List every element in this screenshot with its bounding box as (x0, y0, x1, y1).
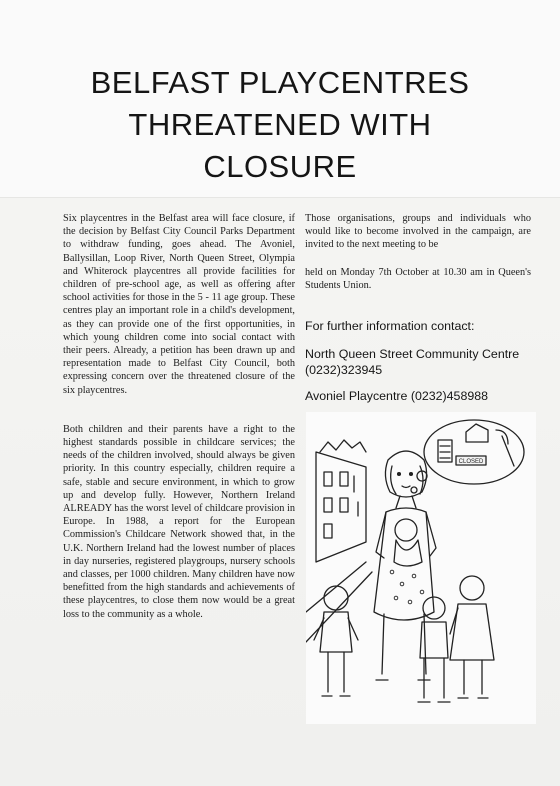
contact-heading: For further information contact: (305, 319, 475, 333)
line-drawing (306, 412, 536, 724)
intro-paragraph: Six playcentres in the Belfast area will face closure, if the decision by Belfast City Council Parks Department to withdraw funding, goes ahead. The Avoniel, Ballysillan, Loop River, North Queen Street, Olympia and Whiterock playcentres all provide facilities for children of pre-school age, as well as offering after school activities for those in the 5 - 11 age group. These centres play an important role in a child's development, as they can provide one of the first opportunities, in which young children come into social contact with their peers. Already, a petition has been drawn up and representation made to Belfast City Council, both expressing concern over the threatened closure of the six playcentres. (63, 213, 295, 396)
child-right-drawing (450, 576, 494, 698)
child-middle-drawing (418, 597, 450, 702)
contact-north-queen-street: North Queen Street Community Centre (0232)323945 (305, 347, 520, 377)
title-band (0, 0, 560, 198)
child-left-drawing (314, 586, 358, 696)
contact-avoniel: Avoniel Playcentre (0232)458988 (305, 389, 489, 403)
rights-paragraph: Both children and their parents have a right to the highest standards possible in childcare services; the needs of the children involved, should always be given priority. In this country especially, children require a safe, stable and secure environment, in which to grow up and develop fully. However, Northern Ireland ALREADY has the worst level of childcare provision in Europe. In 1988, a report for the European Commission's Childcare Network showed that, in the U.K. Northern Ireland had the lowest number of places in day nurseries, registered playgroups, nursery schools and classes, per 1000 children. Many children have now benefitted from the high standards and achievements of these playcentres, to close them now would be a great loss to the community as a whole. (63, 423, 295, 620)
family-illustration (306, 412, 536, 724)
title-line-1: BELFAST PLAYCENTRES (90, 65, 470, 100)
meeting-details-paragraph: held on Monday 7th October at 10.30 am in Queen's Students Union. (305, 266, 531, 291)
meeting-invite-paragraph: Those organisations, groups and individuals who would like to become involved in the campaign, are invited to the next meeting to be (305, 213, 531, 251)
left-column (63, 212, 295, 621)
closed-sign: CLOSED (458, 459, 484, 465)
title-line-2: THREATENED WITH (128, 107, 432, 142)
page-title (60, 62, 500, 188)
title-line-3: CLOSURE (203, 149, 357, 184)
baby-drawing (394, 519, 422, 566)
thought-bubble-drawing (411, 420, 524, 493)
right-column (305, 212, 531, 292)
